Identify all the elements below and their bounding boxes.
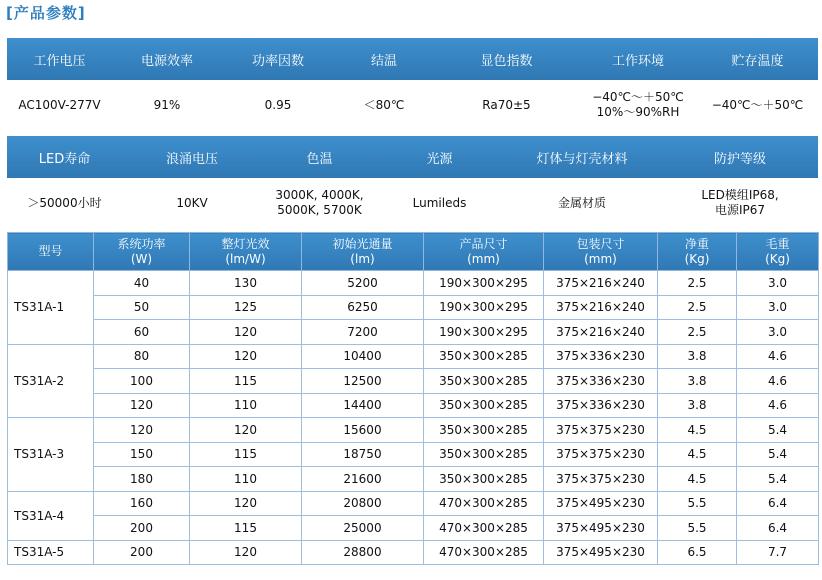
table-cell: 120 bbox=[190, 491, 302, 516]
spec1-value: 91% bbox=[153, 97, 181, 112]
table-row bbox=[8, 393, 819, 418]
table-cell: 4.6 bbox=[737, 393, 819, 418]
table-cell: 10400 bbox=[302, 344, 424, 369]
table-cell: 7.7 bbox=[737, 540, 819, 565]
spec1-header: 电源效率 bbox=[140, 53, 193, 69]
table-cell: 120 bbox=[190, 344, 302, 369]
model-cell: TS31A-4 bbox=[8, 491, 94, 540]
table-cell: 5.5 bbox=[658, 491, 737, 516]
table-cell: 3.8 bbox=[658, 393, 737, 418]
spec1-header: 工作环境 bbox=[611, 53, 664, 69]
table-row bbox=[8, 491, 819, 516]
table-cell: 200 bbox=[94, 516, 190, 541]
spec1-value: −40℃～＋50℃ bbox=[711, 97, 804, 112]
table-cell: 120 bbox=[94, 418, 190, 443]
column-header: 整灯光效 (lm/W) bbox=[190, 233, 302, 271]
table-header-row bbox=[8, 233, 819, 271]
table-body bbox=[8, 271, 819, 565]
table-cell: 115 bbox=[190, 516, 302, 541]
model-cell: TS31A-3 bbox=[8, 418, 94, 492]
table-cell: 350×300×285 bbox=[424, 418, 544, 443]
spec2-header: LED寿命 bbox=[38, 151, 91, 167]
table-cell: 470×300×285 bbox=[424, 540, 544, 565]
table-cell: 4.6 bbox=[737, 344, 819, 369]
spec1-header: 结温 bbox=[370, 53, 397, 69]
spec2-value: 10KV bbox=[176, 195, 208, 210]
table-row bbox=[8, 295, 819, 320]
table-cell: 3.0 bbox=[737, 295, 819, 320]
table-cell: 6.5 bbox=[658, 540, 737, 565]
spec2-header: 光源 bbox=[426, 151, 453, 167]
table-cell: 375×495×230 bbox=[544, 491, 658, 516]
spec1-header: 功率因数 bbox=[251, 53, 304, 69]
table-cell: 470×300×285 bbox=[424, 491, 544, 516]
table-cell: 4.5 bbox=[658, 418, 737, 443]
table-cell: 50 bbox=[94, 295, 190, 320]
spec2-value: 3000K, 4000K, 5000K, 5700K bbox=[275, 188, 364, 217]
table-cell: 120 bbox=[94, 393, 190, 418]
model-cell: TS31A-1 bbox=[8, 271, 94, 345]
model-cell: TS31A-5 bbox=[8, 540, 94, 565]
table-cell: 130 bbox=[190, 271, 302, 296]
spec1-value-row bbox=[7, 82, 818, 128]
spec2-value: 金属材质 bbox=[557, 195, 606, 210]
spec1-value: Ra70±5 bbox=[482, 97, 531, 112]
spec1-header: 显色指数 bbox=[480, 53, 533, 69]
spec1-value: ＜80℃ bbox=[363, 97, 405, 112]
table-cell: 60 bbox=[94, 320, 190, 345]
table-cell: 110 bbox=[190, 467, 302, 492]
table-row bbox=[8, 271, 819, 296]
table-cell: 120 bbox=[190, 540, 302, 565]
table-cell: 3.0 bbox=[737, 271, 819, 296]
table-cell: 4.5 bbox=[658, 442, 737, 467]
table-cell: 350×300×285 bbox=[424, 393, 544, 418]
table-cell: 350×300×285 bbox=[424, 344, 544, 369]
spec2-header: 浪涌电压 bbox=[165, 151, 218, 167]
spec1-header-row bbox=[7, 38, 818, 80]
table-cell: 180 bbox=[94, 467, 190, 492]
table-row bbox=[8, 442, 819, 467]
table-cell: 100 bbox=[94, 369, 190, 394]
spec1-value: 0.95 bbox=[264, 97, 292, 112]
column-header: 净重 (Kg) bbox=[658, 233, 737, 271]
table-cell: 28800 bbox=[302, 540, 424, 565]
table-cell: 6250 bbox=[302, 295, 424, 320]
spec2-value-row bbox=[7, 180, 818, 226]
table-cell: 150 bbox=[94, 442, 190, 467]
table-cell: 5.4 bbox=[737, 467, 819, 492]
table-cell: 375×375×230 bbox=[544, 418, 658, 443]
table-cell: 375×495×230 bbox=[544, 540, 658, 565]
table-cell: 5.4 bbox=[737, 418, 819, 443]
table-cell: 115 bbox=[190, 442, 302, 467]
spec1-value: −40℃～＋50℃ 10%～90%RH bbox=[592, 90, 684, 119]
column-header: 包装尺寸 (mm) bbox=[544, 233, 658, 271]
table-cell: 375×495×230 bbox=[544, 516, 658, 541]
spec2-value: Lumileds bbox=[412, 195, 467, 210]
table-cell: 350×300×285 bbox=[424, 369, 544, 394]
table-cell: 110 bbox=[190, 393, 302, 418]
table-cell: 190×300×295 bbox=[424, 295, 544, 320]
column-header: 系统功率 (W) bbox=[94, 233, 190, 271]
table-cell: 375×216×240 bbox=[544, 320, 658, 345]
table-cell: 375×375×230 bbox=[544, 442, 658, 467]
table-cell: 5200 bbox=[302, 271, 424, 296]
table-row bbox=[8, 418, 819, 443]
table-row bbox=[8, 467, 819, 492]
table-cell: 115 bbox=[190, 369, 302, 394]
table-cell: 350×300×285 bbox=[424, 467, 544, 492]
table-cell: 5.4 bbox=[737, 442, 819, 467]
table-cell: 350×300×285 bbox=[424, 442, 544, 467]
table-cell: 21600 bbox=[302, 467, 424, 492]
table-cell: 470×300×285 bbox=[424, 516, 544, 541]
spec1-value: AC100V-277V bbox=[18, 97, 101, 112]
table-cell: 2.5 bbox=[658, 271, 737, 296]
model-cell: TS31A-2 bbox=[8, 344, 94, 418]
table-row bbox=[8, 344, 819, 369]
column-header: 毛重 (Kg) bbox=[737, 233, 819, 271]
spec2-header: 灯体与灯壳材料 bbox=[536, 151, 628, 167]
table-cell: 120 bbox=[190, 418, 302, 443]
spec2-value: ＞50000小时 bbox=[27, 195, 102, 210]
spec1-header: 工作电压 bbox=[33, 53, 86, 69]
table-cell: 200 bbox=[94, 540, 190, 565]
spec1-header: 贮存温度 bbox=[731, 53, 784, 69]
table-cell: 5.5 bbox=[658, 516, 737, 541]
section-title: [产品参数] bbox=[6, 4, 86, 22]
spec2-header-row bbox=[7, 136, 818, 178]
table-cell: 2.5 bbox=[658, 320, 737, 345]
table-cell: 3.8 bbox=[658, 344, 737, 369]
table-cell: 375×216×240 bbox=[544, 295, 658, 320]
table-cell: 125 bbox=[190, 295, 302, 320]
table-cell: 15600 bbox=[302, 418, 424, 443]
table-cell: 375×375×230 bbox=[544, 467, 658, 492]
table-cell: 3.0 bbox=[737, 320, 819, 345]
table-cell: 4.5 bbox=[658, 467, 737, 492]
table-cell: 190×300×295 bbox=[424, 320, 544, 345]
table-cell: 190×300×295 bbox=[424, 271, 544, 296]
table-cell: 25000 bbox=[302, 516, 424, 541]
table-cell: 160 bbox=[94, 491, 190, 516]
table-cell: 7200 bbox=[302, 320, 424, 345]
table-cell: 2.5 bbox=[658, 295, 737, 320]
product-table bbox=[7, 232, 819, 565]
column-header: 初始光通量 (lm) bbox=[302, 233, 424, 271]
column-header: 产品尺寸 (mm) bbox=[424, 233, 544, 271]
table-cell: 375×216×240 bbox=[544, 271, 658, 296]
spec2-value: LED模组IP68, 电源IP67 bbox=[701, 188, 779, 217]
table-cell: 40 bbox=[94, 271, 190, 296]
table-cell: 375×336×230 bbox=[544, 344, 658, 369]
table-cell: 12500 bbox=[302, 369, 424, 394]
table-row bbox=[8, 369, 819, 394]
spec2-header: 防护等级 bbox=[713, 151, 766, 167]
table-cell: 80 bbox=[94, 344, 190, 369]
table-row bbox=[8, 540, 819, 565]
table-cell: 375×336×230 bbox=[544, 369, 658, 394]
table-cell: 120 bbox=[190, 320, 302, 345]
table-row bbox=[8, 516, 819, 541]
table-cell: 375×336×230 bbox=[544, 393, 658, 418]
table-cell: 6.4 bbox=[737, 491, 819, 516]
table-cell: 14400 bbox=[302, 393, 424, 418]
table-cell: 4.6 bbox=[737, 369, 819, 394]
table-row bbox=[8, 320, 819, 345]
table-cell: 6.4 bbox=[737, 516, 819, 541]
spec2-header: 色温 bbox=[306, 151, 333, 167]
column-header: 型号 bbox=[8, 233, 94, 271]
table-cell: 18750 bbox=[302, 442, 424, 467]
table-cell: 20800 bbox=[302, 491, 424, 516]
table-cell: 3.8 bbox=[658, 369, 737, 394]
